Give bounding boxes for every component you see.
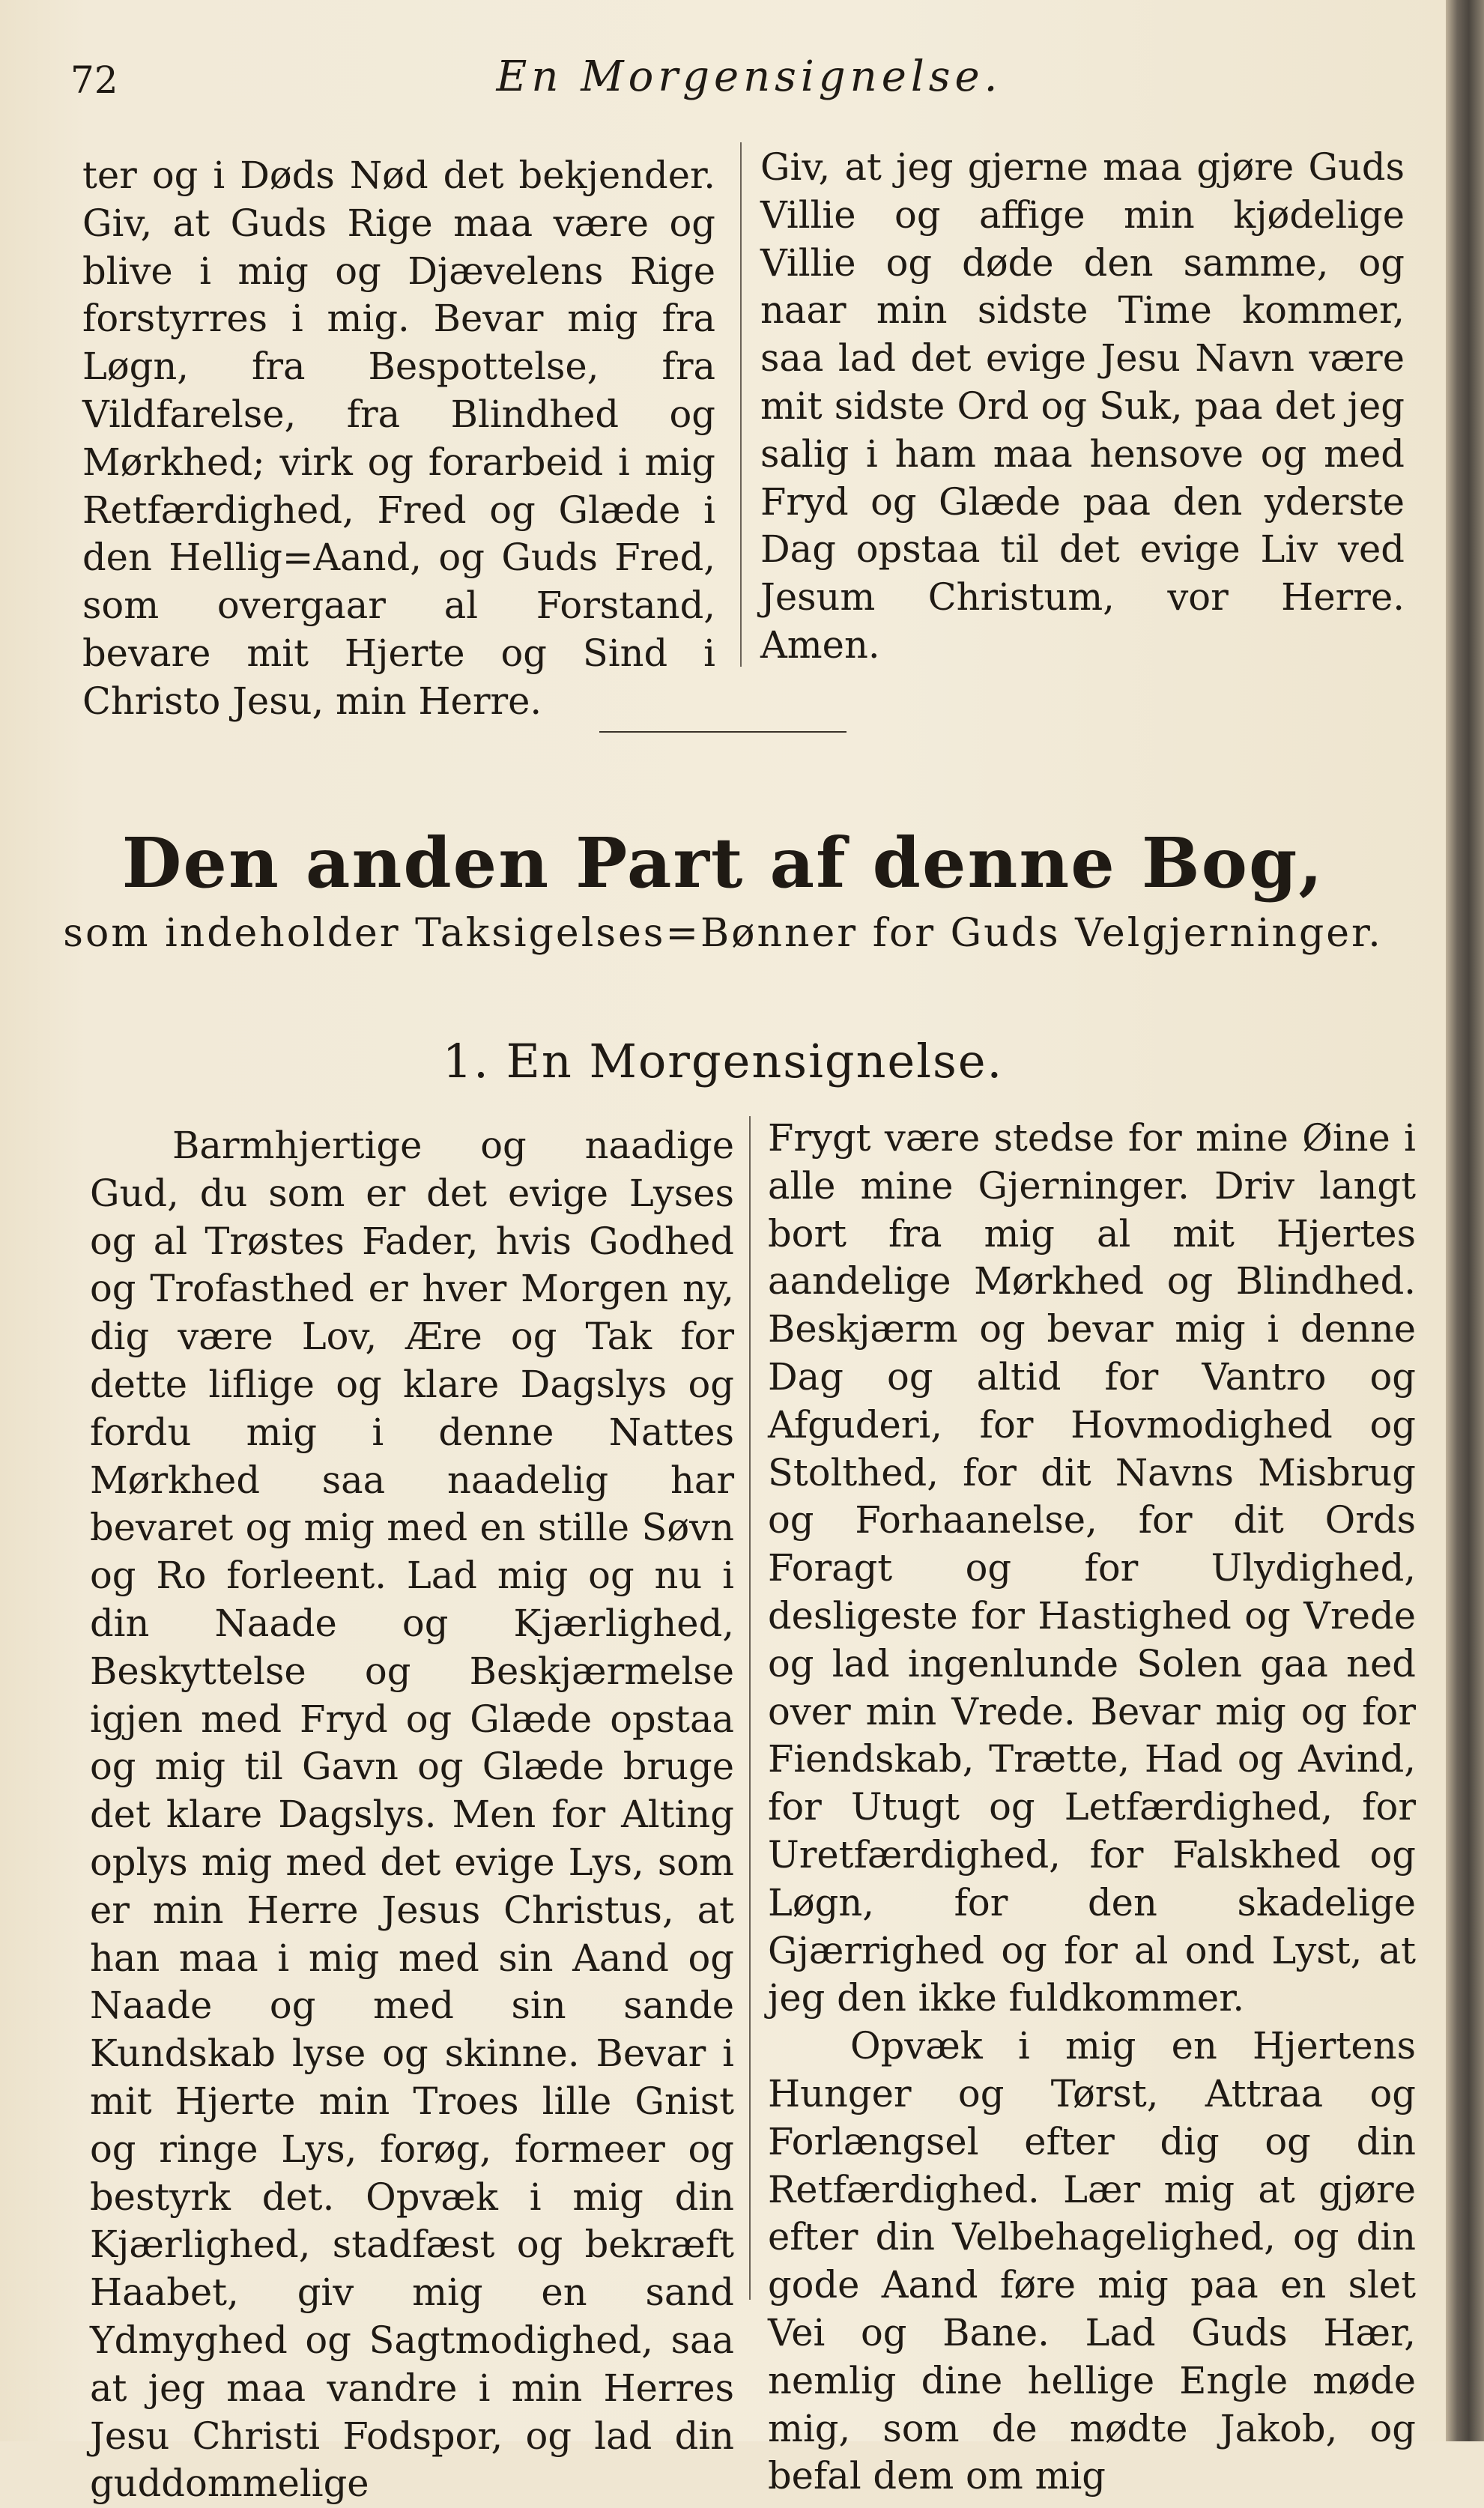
- part-title: Den anden Part af denne Bog,: [121, 823, 1324, 903]
- top-left-column: [82, 152, 715, 726]
- section-heading: 1. En Morgensignelse.: [442, 1034, 1004, 1088]
- top-right-column: [760, 144, 1405, 670]
- prayer-paragraph-1: Barmhjertige og naadige Gud, du som er det evige Lyses og al Trøstes Fader, hvis Godhed og Trofasthed er hver Morgen ny, dig være Lov, Ære og Tak for dette liflige og klare Dagslys og fordu mig i denne Nattes Mørkhed saa naadelig har bevaret og mig med en stille Søvn og Ro forleent. Lad mig og nu i din Naade og Kjærlighed, Beskyttelse og Beskjærmelse igjen med Fryd og Glæde opstaa og mig til Gavn og Glæde bruge det klare Dagslys. Men for Alting oplys mig med det evige Lys, som er min Herre Jesus Christus, at han maa i mig med sin Aand og Naade og med sin sande Kundskab lyse og skinne. Bevar i mit Hjerte min Troes lille Gnist og ringe Lys, forøg, formeer og bestyrk det. Opvæk i mig din Kjærlighed, stadfæst og bekræft Haabet, giv mig en sand Ydmyghed og Sagtmodighed, saa at jeg maa vandre i min Herres Jesu Christi Fodspor, og lad din guddommelige: [90, 1124, 734, 2506]
- page-number: 72: [70, 58, 118, 102]
- prayer-paragraph-3: Opvæk i mig en Hjertens Hunger og Tørst, Attraa og Forlængsel efter dig og din Retfærdighed. Lær mig at gjøre efter din Velbehagelighed, og din gode Aand føre mig paa en slet Vei og Bane. Lad Guds Hær, nemlig dine hellige Engle møde mig, som de mødte Jakob, og befal dem om mig: [768, 2024, 1416, 2498]
- column-divider-top: [740, 142, 742, 667]
- book-binding-edge: [1446, 0, 1484, 2441]
- part-subtitle: som indeholder Taksigelses=Bønner for Guds Velgjerninger.: [63, 911, 1383, 956]
- bottom-left-column: [90, 1122, 734, 2508]
- column-divider-bottom: [749, 1116, 751, 2300]
- section-divider: [599, 731, 847, 733]
- prayer-paragraph-2: Frygt være stedse for mine Øine i alle mine Gjerninger. Driv langt bort fra mig al mit Hjertes aandelige Mørkhed og Blindhed. Beskjærm og bevar mig i denne Dag og altid for Vantro og Afguderi, for Hovmodighed og Stolthed, for dit Navns Misbrug og Forhaanelse, for dit Ords Foragt og for Ulydighed, desligeste for Hastighed og Vrede og lad ingenlunde Solen gaa ned over min Vrede. Bevar mig og for Fiendskab, Trætte, Had og Avind, for Utugt og Letfærdighed, for Uretfærdighed, for Falskhed og Løgn, for den skadelige Gjærrighed og for al ond Lyst, at jeg den ikke fuldkommer.: [768, 1116, 1416, 2020]
- top-left-paragraph: ter og i Døds Nød det bekjender. Giv, at Guds Rige maa være og blive i mig og Djævelens Rige forstyrres i mig. Bevar mig fra Løgn, fra Bespottelse, fra Vildfarelse, fra Blindhed og Mørkhed; virk og forarbeid i mig Retfærdighed, Fred og Glæde i den Hellig=Aand, og Guds Fred, som overgaar al Forstand, bevare mit Hjerte og Sind i Christo Jesu, min Herre.: [82, 154, 715, 723]
- top-right-paragraph: Giv, at jeg gjerne maa gjøre Guds Villie og affige min kjødelige Villie og døde den samme, og naar min sidste Time kommer, saa lad det evige Jesu Navn være mit sidste Ord og Suk, paa det jeg salig i ham maa hensove og med Fryd og Glæde paa den yderste Dag opstaa til det evige Liv ved Jesum Christum, vor Herre. Amen.: [760, 145, 1405, 667]
- bottom-right-column: [768, 1115, 1416, 2501]
- running-head: En Morgensignelse.: [496, 52, 1002, 101]
